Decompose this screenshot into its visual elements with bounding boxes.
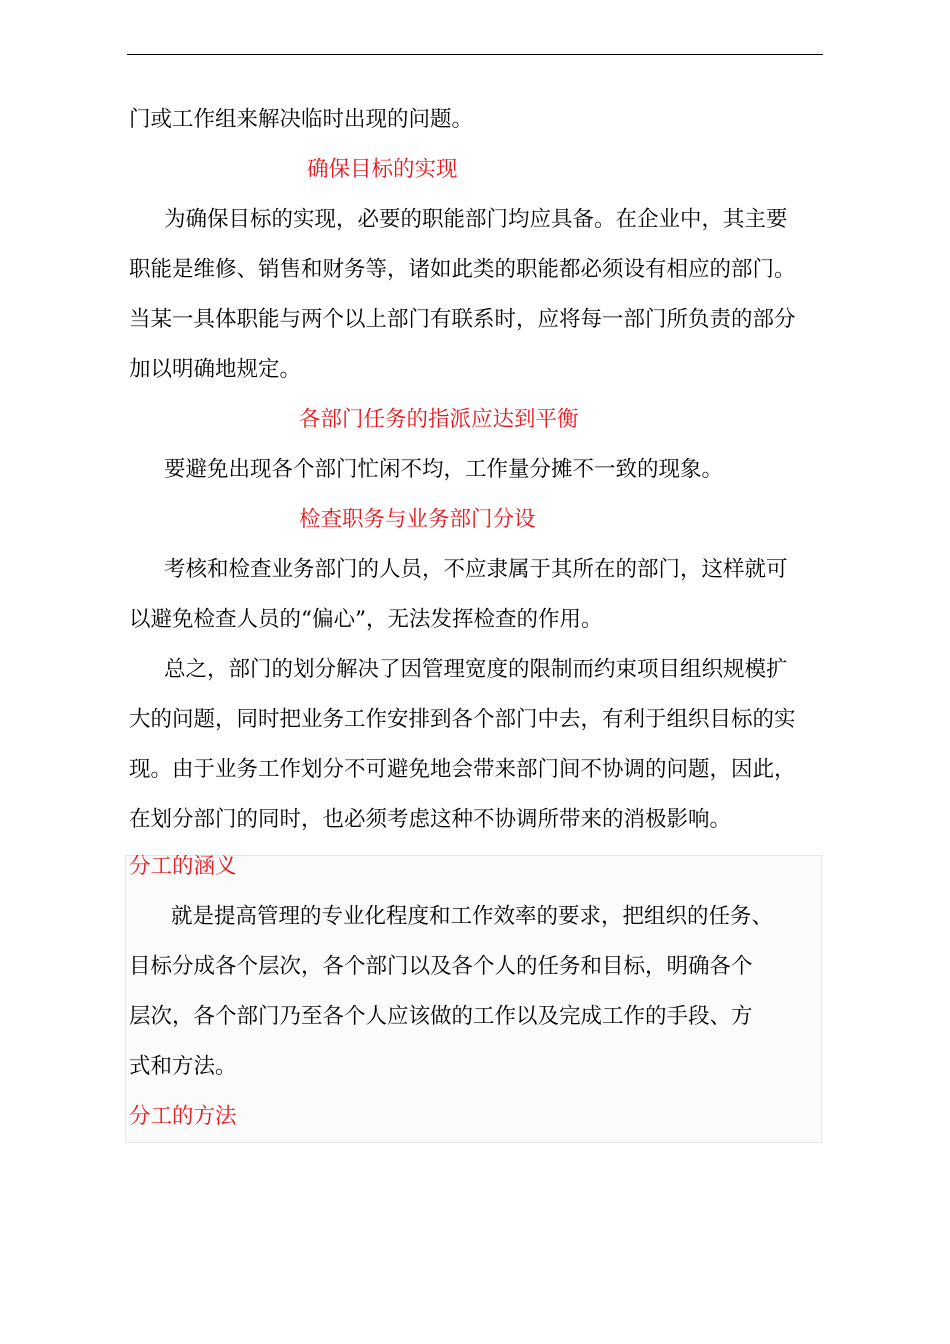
section-heading-goal: 确保目标的实现 xyxy=(307,157,458,182)
paragraph-line: 大的问题，同时把业务工作安排到各个部门中去，有利于组织目标的实 xyxy=(129,707,796,732)
box-heading-meaning: 分工的涵义 xyxy=(129,854,237,879)
paragraph-line: 加以明确地规定。 xyxy=(129,357,302,382)
document-body xyxy=(129,95,823,845)
box-paragraph-line: 层次，各个部门乃至各个人应该做的工作以及完成工作的手段、方 xyxy=(129,1004,753,1029)
paragraph-line: 要避免出现各个部门忙闲不均，工作量分摊不一致的现象。 xyxy=(164,457,724,482)
box-paragraph-line: 目标分成各个层次，各个部门以及各个人的任务和目标，明确各个 xyxy=(129,954,753,979)
paragraph-line: 在划分部门的同时，也必须考虑这种不协调所带来的消极影响。 xyxy=(129,807,732,832)
paragraph-line: 总之，部门的划分解决了因管理宽度的限制而约束项目组织规模扩 xyxy=(164,657,788,682)
paragraph-line: 考核和检查业务部门的人员，不应隶属于其所在的部门，这样就可 xyxy=(164,557,788,582)
highlight-box-content xyxy=(129,842,819,1142)
box-heading-method: 分工的方法 xyxy=(129,1104,237,1129)
header-rule xyxy=(127,54,823,55)
section-heading-balance: 各部门任务的指派应达到平衡 xyxy=(299,407,579,432)
paragraph-line: 当某一具体职能与两个以上部门有联系时，应将每一部门所负责的部分 xyxy=(129,307,796,332)
paragraph-line: 为确保目标的实现，必要的职能部门均应具备。在企业中，其主要 xyxy=(164,207,788,232)
paragraph-line: 以避免检查人员的“偏心”，无法发挥检查的作用。 xyxy=(129,607,603,632)
paragraph-line: 门或工作组来解决临时出现的问题。 xyxy=(129,107,474,132)
box-paragraph-line: 就是提高管理的专业化程度和工作效率的要求，把组织的任务、 xyxy=(171,904,774,929)
paragraph-line: 职能是维修、销售和财务等，诸如此类的职能都必须设有相应的部门。 xyxy=(129,257,796,282)
box-paragraph-line: 式和方法。 xyxy=(129,1054,237,1079)
section-heading-inspection: 检查职务与业务部门分设 xyxy=(299,507,536,532)
paragraph-line: 现。由于业务工作划分不可避免地会带来部门间不协调的问题，因此， xyxy=(129,757,796,782)
